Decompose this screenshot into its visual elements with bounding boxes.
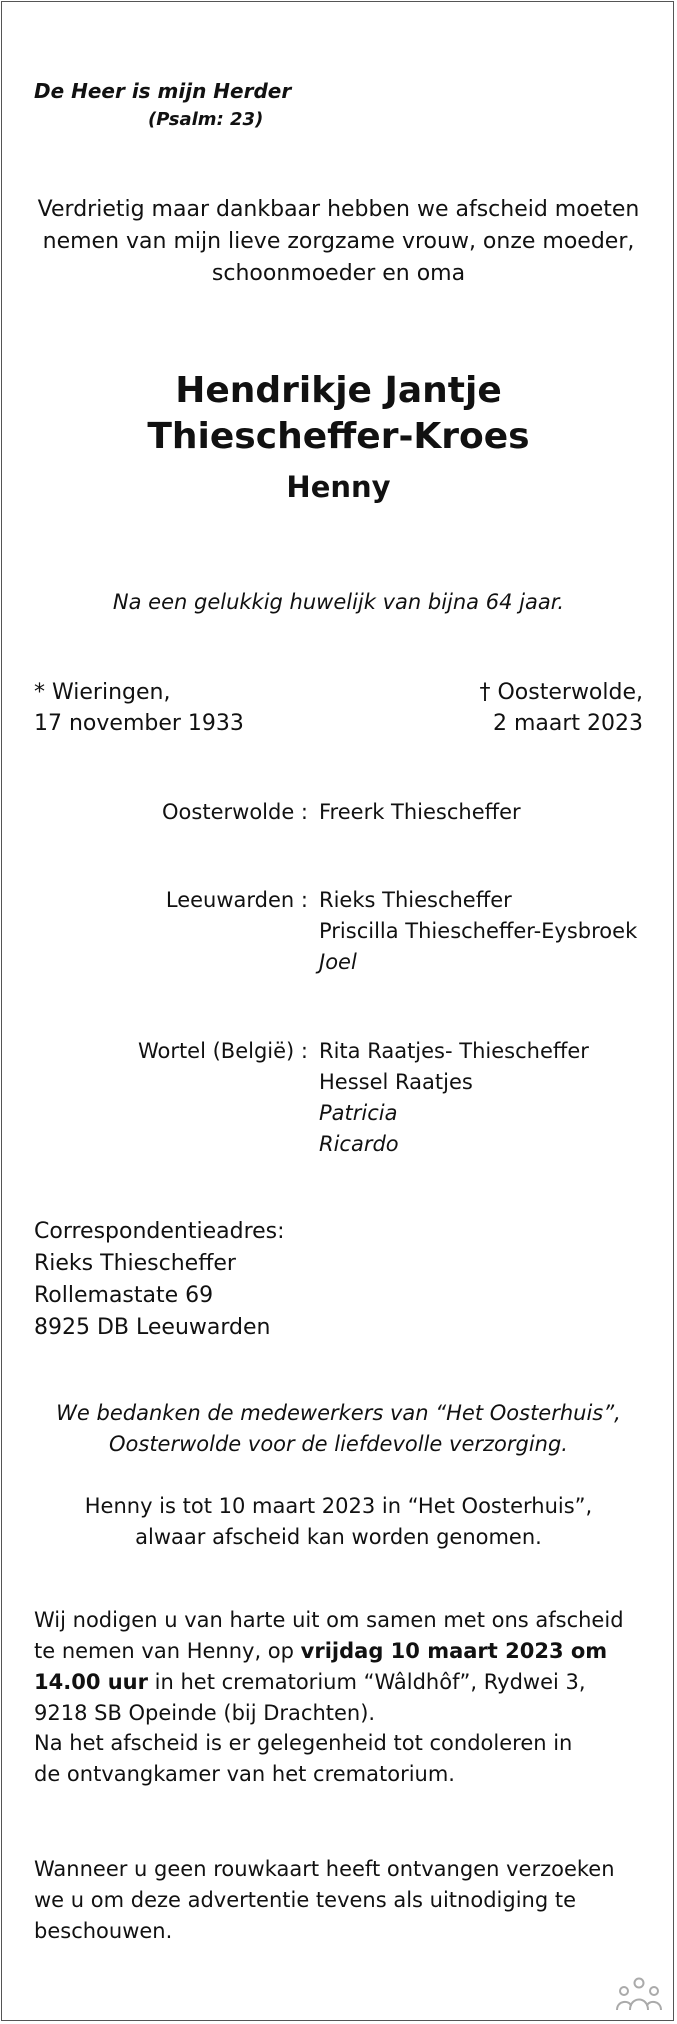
deceased-first-names: Hendrikje Jantje — [175, 370, 502, 411]
marriage-note: Na een gelukkig huwelijk van bijna 64 jaar. — [112, 590, 565, 614]
deceased-nickname: Henny — [286, 470, 391, 504]
invitation-text-part: te nemen van Henny, op — [34, 1639, 301, 1663]
correspondence-address — [34, 1216, 285, 1344]
closing-text — [34, 1854, 654, 1947]
invitation-text-part: in het crematorium “Wâldhôf”, Rydwei 3, — [148, 1670, 586, 1694]
intro-line: schoonmoeder en oma — [211, 261, 466, 286]
ceremony-time: 14.00 uur — [34, 1670, 148, 1694]
death-place: † Oosterwolde, — [479, 680, 643, 705]
motto-line: De Heer is mijn Herder — [34, 79, 292, 103]
intro-line: Verdrietig maar dankbaar hebben we afscheid moeten — [37, 197, 640, 222]
viewing-line: Henny is tot 10 maart 2023 in “Het Oosterhuis”, — [84, 1494, 593, 1518]
thanks-line: Oosterwolde voor de liefdevolle verzorging. — [109, 1432, 568, 1456]
invitation-text — [34, 1605, 654, 1729]
psalm-reference: (Psalm: 23) — [148, 109, 264, 130]
birth-place: * Wieringen, — [34, 680, 171, 705]
intro-line: nemen van mijn lieve zorgzame vrouw, onze moeder, — [42, 229, 635, 254]
grandchild-name: Joel — [319, 950, 357, 974]
family-member: Priscilla Thiescheffer-Eysbroek — [319, 919, 638, 943]
grandchild-name: Patricia — [319, 1101, 398, 1125]
invitation-line: 9218 SB Opeinde (bij Drachten). — [34, 1701, 376, 1725]
correspondence-line: Rieks Thiescheffer — [34, 1251, 236, 1276]
correspondence-line: Rollemastate 69 — [34, 1283, 214, 1308]
family-member: Hessel Raatjes — [319, 1070, 473, 1094]
condolence-line: de ontvangkamer van het crematorium. — [34, 1762, 455, 1786]
death-date: 2 maart 2023 — [492, 711, 643, 736]
family-members-3 — [319, 1036, 589, 1160]
family-member: Rita Raatjes- Thiescheffer — [319, 1039, 589, 1063]
correspondence-heading: Correspondentieadres: — [34, 1219, 285, 1244]
grandchild-name: Ricardo — [319, 1132, 399, 1156]
viewing-text — [0, 1491, 677, 1553]
family-members-2 — [319, 885, 637, 978]
family-member: Freerk Thiescheffer — [319, 800, 521, 824]
condolence-line: Na het afscheid is er gelegenheid tot condoleren in — [34, 1731, 573, 1755]
family-place-3: Wortel (België) : — [137, 1039, 308, 1063]
intro-text — [0, 194, 677, 290]
condolence-text — [34, 1728, 654, 1790]
invitation-line — [34, 1667, 654, 1698]
people-group-icon — [615, 1976, 663, 2012]
family-place-2: Leeuwarden : — [165, 888, 308, 912]
thanks-text — [0, 1398, 677, 1460]
correspondence-line: 8925 DB Leeuwarden — [34, 1315, 271, 1340]
thanks-line: We bedanken de medewerkers van “Het Oosterhuis”, — [56, 1401, 621, 1425]
closing-line: beschouwen. — [34, 1919, 173, 1943]
deceased-surname: Thiescheffer-Kroes — [147, 416, 530, 457]
birth-date: 17 november 1933 — [34, 711, 244, 736]
closing-line: we u om deze advertentie tevens als uitnodiging te — [34, 1888, 576, 1912]
viewing-line: alwaar afscheid kan worden genomen. — [135, 1525, 542, 1549]
ceremony-date: vrijdag 10 maart 2023 om — [300, 1639, 608, 1663]
closing-line: Wanneer u geen rouwkaart heeft ontvangen verzoeken — [34, 1857, 615, 1881]
invitation-line: Wij nodigen u van harte uit om samen met ons afscheid — [34, 1608, 624, 1632]
invitation-line — [34, 1636, 654, 1667]
family-place-1: Oosterwolde : — [162, 800, 308, 824]
family-members-1 — [319, 797, 521, 828]
family-member: Rieks Thiescheffer — [319, 888, 512, 912]
